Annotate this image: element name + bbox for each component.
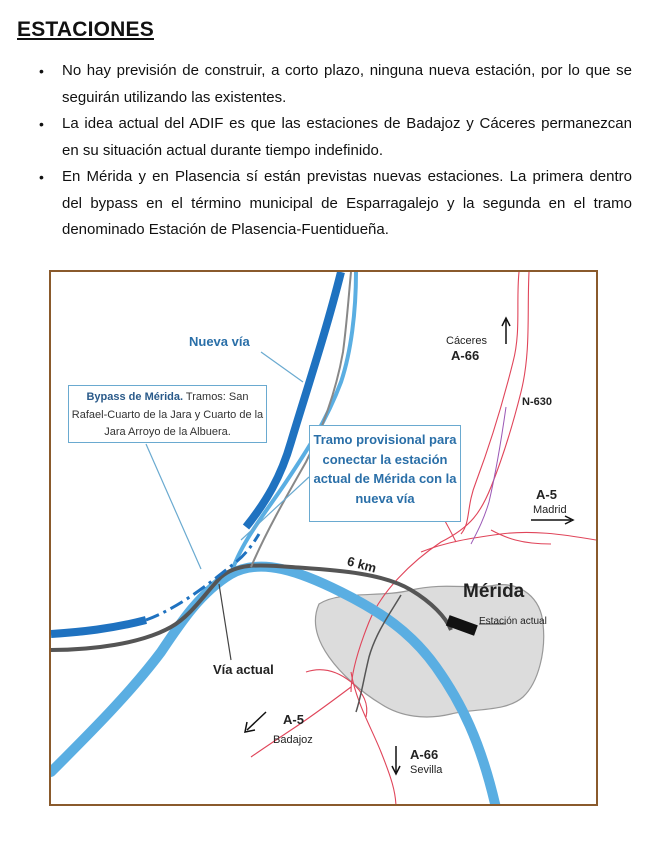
bullet-text: No hay previsión de construir, a corto plazo, ninguna nueva estación, por lo que se seguirán utilizando las existentes. xyxy=(62,62,632,106)
tramo-callout: Tramo provisional para conectar la estación actual de Mérida con la nueva vía xyxy=(309,425,461,522)
label-a66-south: A-66 xyxy=(410,747,439,762)
label-a5-east: A-5 xyxy=(536,487,557,502)
bullet-marker: • xyxy=(39,116,44,132)
label-via-actual: Vía actual xyxy=(213,662,274,677)
label-madrid: Madrid xyxy=(533,504,567,516)
label-6km: 6 km xyxy=(345,553,379,576)
label-caceres: Cáceres xyxy=(446,335,487,347)
label-sevilla: Sevilla xyxy=(410,764,443,776)
label-nueva-via: Nueva vía xyxy=(189,334,250,349)
bullet-marker: • xyxy=(39,63,44,79)
label-estacion-actual: Estación actual xyxy=(479,616,547,627)
merida-railway-map xyxy=(49,270,598,806)
nueva-via-pointer xyxy=(261,352,303,382)
bypass-callout-title: Bypass de Mérida. xyxy=(86,391,184,403)
bullet-list xyxy=(34,58,632,244)
bullet-marker: • xyxy=(39,169,44,185)
via-actual-pointer xyxy=(219,584,231,660)
road-n630 xyxy=(461,272,519,534)
list-item xyxy=(34,164,632,244)
arrow-badajoz xyxy=(247,712,266,730)
list-item xyxy=(34,58,632,111)
map-drawing xyxy=(51,272,598,806)
page-title: ESTACIONES xyxy=(17,18,154,41)
label-merida: Mérida xyxy=(463,581,525,602)
new-rail-west xyxy=(51,620,146,634)
road-a5-east xyxy=(421,532,596,552)
bypass-callout xyxy=(68,385,267,443)
label-badajoz: Badajoz xyxy=(273,734,313,746)
bullet-text: La idea actual del ADIF es que las estaciones de Badajoz y Cáceres permanezcan en su situación actual durante tiempo indefinido. xyxy=(62,115,632,159)
list-item xyxy=(34,111,632,164)
bypass-pointer xyxy=(146,444,201,569)
road-purple xyxy=(471,407,506,544)
bullet-text: En Mérida y en Plasencia sí están previstas nuevas estaciones. La primera dentro del bypass en el término municipal de Esparragalejo y la segunda en el tramo denominado Estación de Plasencia-Fuentidueña. xyxy=(62,168,632,238)
label-a66-north: A-66 xyxy=(451,348,480,363)
label-n630: N-630 xyxy=(522,396,552,408)
label-a5-west: A-5 xyxy=(283,712,304,727)
bypass-callout-text: Tramos: San Rafael-Cuarto de la Jara y Cuarto de la Jara Arroyo de la Albuera. xyxy=(71,391,264,438)
